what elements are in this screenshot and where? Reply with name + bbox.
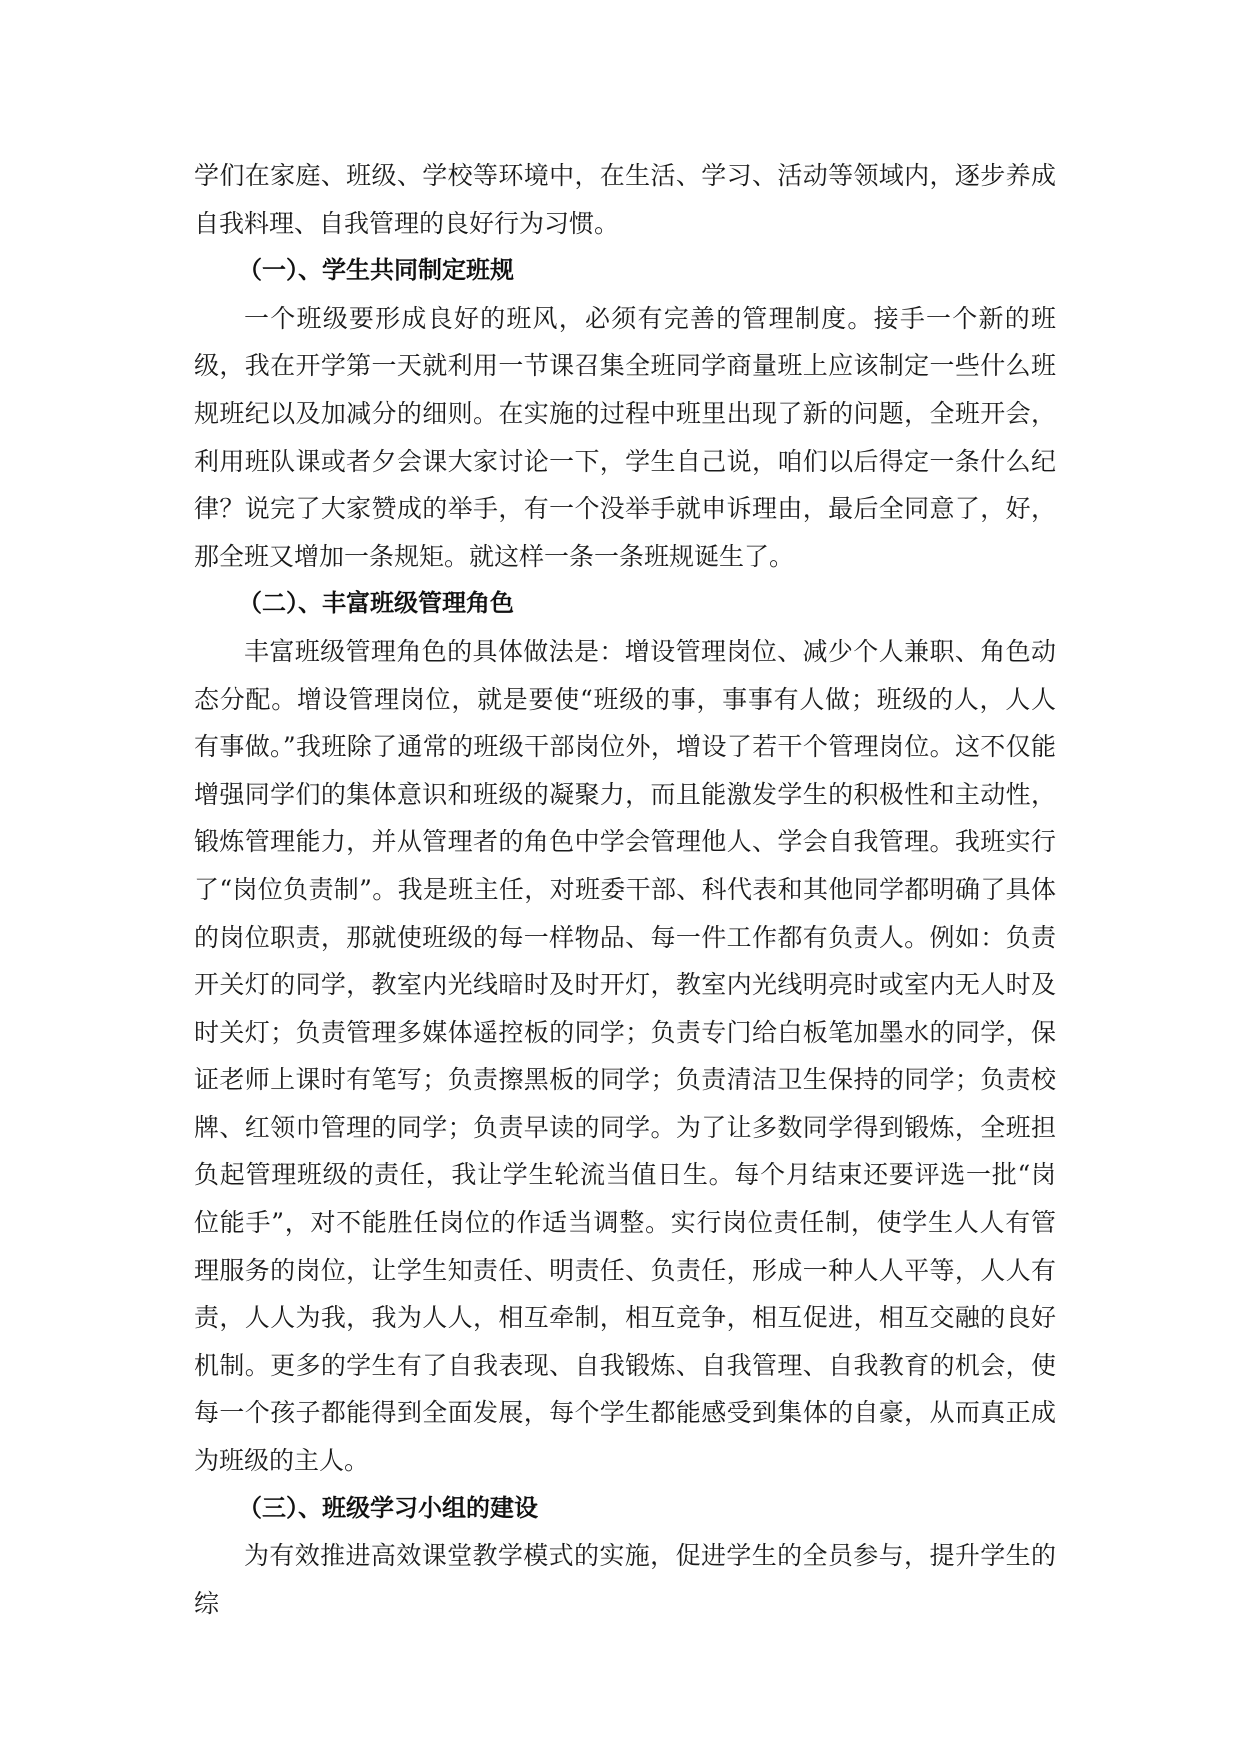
section-heading-1: （一）、学生共同制定班规	[238, 256, 514, 285]
paragraph-management-roles: 丰富班级管理角色的具体做法是：增设管理岗位、减少个人兼职、角色动态分配。增设管理岗位，就是要使“班级的事，事事有人做；班级的人，人人有事做。”我班除了通常的班级干部岗位外，增设了若干个管理岗位。这不仅能增强同学们的集体意识和班级的凝聚力，而且能激发学生的积极性和主动性，锻炼管理能力，并从管理者的角色中学会管理他人、学会自我管理。我班实行了“岗位负责制”。我是班主任，对班委干部、科代表和其他同学都明确了具体的岗位职责，那就使班级的每一样物品、每一件工作都有负责人。例如：负责开关灯的同学，教室内光线暗时及时开灯，教室内光线明亮时或室内无人时及时关灯；负责管理多媒体遥控板的同学；负责专门给白板笔加墨水的同学，保证老师上课时有笔写；负责擦黑板的同学；负责清洁卫生保持的同学；负责校牌、红领巾管理的同学；负责早读的同学。为了让多数同学得到锻炼，全班担负起管理班级的责任，我让学生轮流当值日生。每个月结束还要评选一批“岗位能手”，对不能胜任岗位的作适当调整。实行岗位责任制，使学生人人有管理服务的岗位，让学生知责任、明责任、负责任，形成一种人人平等，人人有责，人人为我，我为人人，相互牵制，相互竞争，相互促进，相互交融的良好机制。更多的学生有了自我表现、自我锻炼、自我管理、自我教育的机会，使每一个孩子都能得到全面发展，每个学生都能感受到集体的自豪，从而真正成为班级的主人。	[194, 636, 1056, 1476]
document-body	[194, 152, 1056, 1627]
paragraph-study-groups: 为有效推进高效课堂教学模式的实施，促进学生的全员参与，提升学生的综	[194, 1541, 1056, 1618]
section-heading-2: （二）、丰富班级管理角色	[238, 589, 514, 618]
paragraph-class-rules: 一个班级要形成良好的班风，必须有完善的管理制度。接手一个新的班级，我在开学第一天就利用一节课召集全班同学商量班上应该制定一些什么班规班纪以及加减分的细则。在实施的过程中班里出现了新的问题，全班开会，利用班队课或者夕会课大家讨论一下，学生自己说，咱们以后得定一条什么纪律？说完了大家赞成的举手，有一个没举手就申诉理由，最后全同意了，好，那全班又增加一条规矩。就这样一条一条班规诞生了。	[194, 303, 1056, 571]
paragraph-continuation: 学们在家庭、班级、学校等环境中，在生活、学习、活动等领域内，逐步养成自我料理、自我管理的良好行为习惯。	[194, 161, 1056, 238]
section-heading-3: （三）、班级学习小组的建设	[238, 1493, 538, 1522]
